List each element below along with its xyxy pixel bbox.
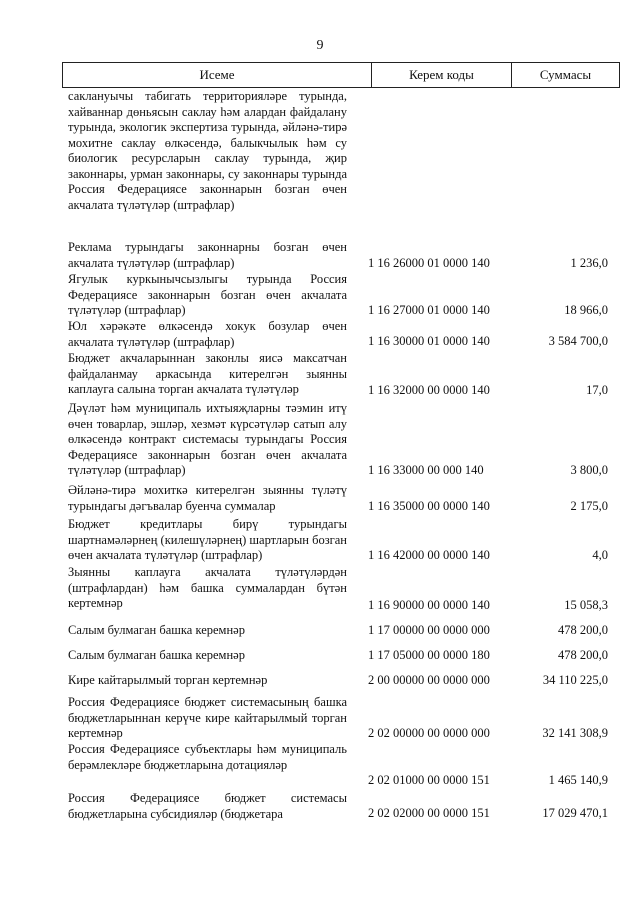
page-number: 9	[316, 38, 324, 53]
row-name: Россия Федерациясе субъектлары һәм муниципаль берәмлекләре бюджетларына дотацияләр	[68, 742, 347, 772]
row-code: 1 16 42000 00 0000 140	[368, 548, 490, 562]
row-name: Салым булмаган башка керемнәр	[68, 623, 245, 637]
row-name: Бюджет кредитлары бирү турындагы шартнамәләрнең (килешүләрнең) шартларын бозган өчен акчалата түләтүләр (штрафлар)	[68, 517, 347, 562]
row-name: Россия Федерациясе бюджет системасы бюджетларына субсидияләр (бюджетара	[68, 791, 347, 821]
row-code: 1 16 32000 00 0000 140	[368, 383, 490, 397]
row-code: 1 16 26000 01 0000 140	[368, 256, 490, 270]
row-sum: 2 175,0	[570, 499, 608, 513]
row-code: 2 02 02000 00 0000 151	[368, 806, 490, 820]
row-sum: 3 584 700,0	[548, 334, 608, 348]
table-header	[62, 62, 620, 88]
row-sum: 17 029 470,1	[542, 806, 608, 820]
row-sum: 3 800,0	[570, 463, 608, 477]
row-name: Россия Федерациясе бюджет системасының башка бюджетларыннан керүче кире кайтарылмый торган кертемнәр	[68, 695, 347, 740]
column-header-sum: Суммасы	[539, 67, 592, 82]
row-name: Әйләнә-тирә мохиткә китерелгән зыянны түләтү турындагы дәгъвалар буенча суммалар	[68, 483, 347, 513]
row-name: Ягулык куркынычсызлыгы турында Россия Федерациясе законнарын бозган өчен акчалата түләтүләр (штрафлар)	[68, 272, 347, 317]
column-header-code: Керем коды	[372, 63, 512, 87]
row-name: саклануычы табигать территорияләре турында, хайваннар дөньясын саклау һәм алардан файдалану турында, экологик экспертиза турында, әйләнә-тирә мохитне саклау өлкәсендә, балыкчылык һәм су биологик ресурсларын саклау турында, җир законнары, урман законнары, су законнары турында Россия Федерациясе законнарын бозган өчен акчалата түләтүләр (штрафлар)	[68, 89, 347, 212]
row-name: Кире кайтарылмый торган кертемнәр	[68, 673, 268, 687]
row-sum: 34 110 225,0	[542, 673, 608, 687]
row-name: Салым булмаган башка керемнәр	[68, 648, 245, 662]
row-name: Юл хәрәкәте өлкәсендә хокук бозулар өчен акчалата түләтүләр (штрафлар)	[68, 319, 347, 349]
row-sum: 4,0	[592, 548, 608, 562]
row-name: Зыянны каплауга акчалата түләтүләрдән (штрафлардан) һәм башка суммалардан бүтән кертемнәр	[68, 565, 347, 610]
row-code: 1 16 27000 01 0000 140	[368, 303, 490, 317]
row-code: 2 02 00000 00 0000 000	[368, 726, 490, 740]
row-code: 1 17 00000 00 0000 000	[368, 623, 490, 637]
row-sum: 15 058,3	[564, 598, 608, 612]
row-code: 1 16 90000 00 0000 140	[368, 598, 490, 612]
row-sum: 478 200,0	[558, 623, 608, 637]
row-sum: 17,0	[586, 383, 608, 397]
row-code: 2 02 01000 00 0000 151	[368, 773, 490, 787]
row-code: 2 00 00000 00 0000 000	[368, 673, 490, 687]
row-sum: 478 200,0	[558, 648, 608, 662]
row-name: Реклама турындагы законнарны бозган өчен акчалата түләтүләр (штрафлар)	[68, 240, 347, 270]
row-sum: 1 465 140,9	[548, 773, 608, 787]
row-sum: 18 966,0	[564, 303, 608, 317]
row-sum: 32 141 308,9	[542, 726, 608, 740]
row-code: 1 16 35000 00 0000 140	[368, 499, 490, 513]
row-code: 1 17 05000 00 0000 180	[368, 648, 490, 662]
row-code: 1 16 33000 00 000 140	[368, 463, 484, 477]
column-header-name: Исеме	[63, 63, 372, 87]
row-name: Дәүләт һәм муниципаль ихтыяҗларны тәэмин итү өчен товарлар, эшләр, хезмәт күрсәтүләр сатып алу өлкәсендә контракт системасы турындагы Россия Федерациясе законнарын бозган өчен акчалата түләтүләр (штрафлар)	[68, 401, 347, 477]
row-name: Бюджет акчаларыннан законлы яисә максатчан файдаланмау аркасында китерелгән зыянны каплауга салына торган акчалата түләтүләр	[68, 351, 347, 396]
row-code: 1 16 30000 01 0000 140	[368, 334, 490, 348]
row-sum: 1 236,0	[570, 256, 608, 270]
